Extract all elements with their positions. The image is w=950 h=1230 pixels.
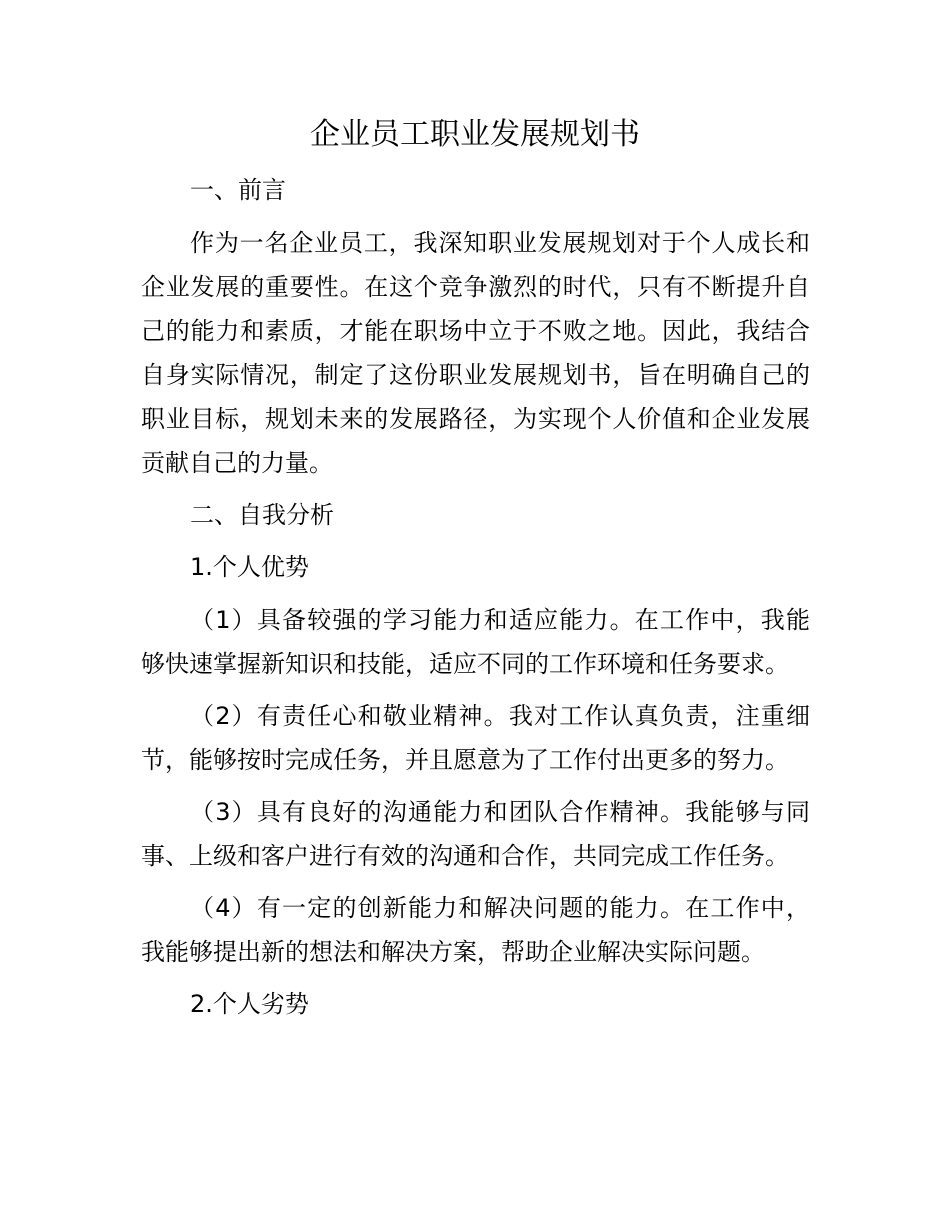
- heading-text: 一、前言: [190, 176, 286, 204]
- paragraph-line: 己的能力和素质，才能在职场中立于不败之地。因此，我结合: [141, 317, 810, 345]
- paragraph-line: 事、上级和客户进行有效的沟通和合作，共同完成工作任务。: [141, 842, 789, 870]
- paragraph-line: （2）有责任心和敬业精神。我对工作认真负责，注重细: [190, 702, 810, 730]
- paragraph-line: 作为一名企业员工，我深知职业发展规划对于个人成长和: [190, 229, 810, 257]
- document-title: 企业员工职业发展规划书: [310, 117, 640, 152]
- paragraph-line: 贡献自己的力量。: [141, 449, 333, 477]
- paragraph-line: 企业发展的重要性。在这个竞争激烈的时代，只有不断提升自: [141, 273, 810, 301]
- heading-text: 1.个人优势: [190, 553, 309, 581]
- paragraph-line: 自身实际情况，制定了这份职业发展规划书，旨在明确自己的: [141, 361, 810, 389]
- paragraph-line: （4）有一定的创新能力和解决问题的能力。在工作中，: [190, 894, 810, 922]
- paragraph-line: 职业目标，规划未来的发展路径，为实现个人价值和企业发展: [141, 405, 810, 433]
- heading-text: 二、自我分析: [190, 501, 334, 529]
- heading-text: 2.个人劣势: [190, 990, 309, 1018]
- paragraph-line: 节，能够按时完成任务，并且愿意为了工作付出更多的努力。: [141, 746, 789, 774]
- paragraph-line: 够快速掌握新知识和技能，适应不同的工作环境和任务要求。: [141, 650, 789, 678]
- paragraph-line: （1）具备较强的学习能力和适应能力。在工作中，我能: [190, 606, 810, 634]
- paragraph-line: （3）具有良好的沟通能力和团队合作精神。我能够与同: [190, 798, 810, 826]
- paragraph-line: 我能够提出新的想法和解决方案，帮助企业解决实际问题。: [141, 938, 765, 966]
